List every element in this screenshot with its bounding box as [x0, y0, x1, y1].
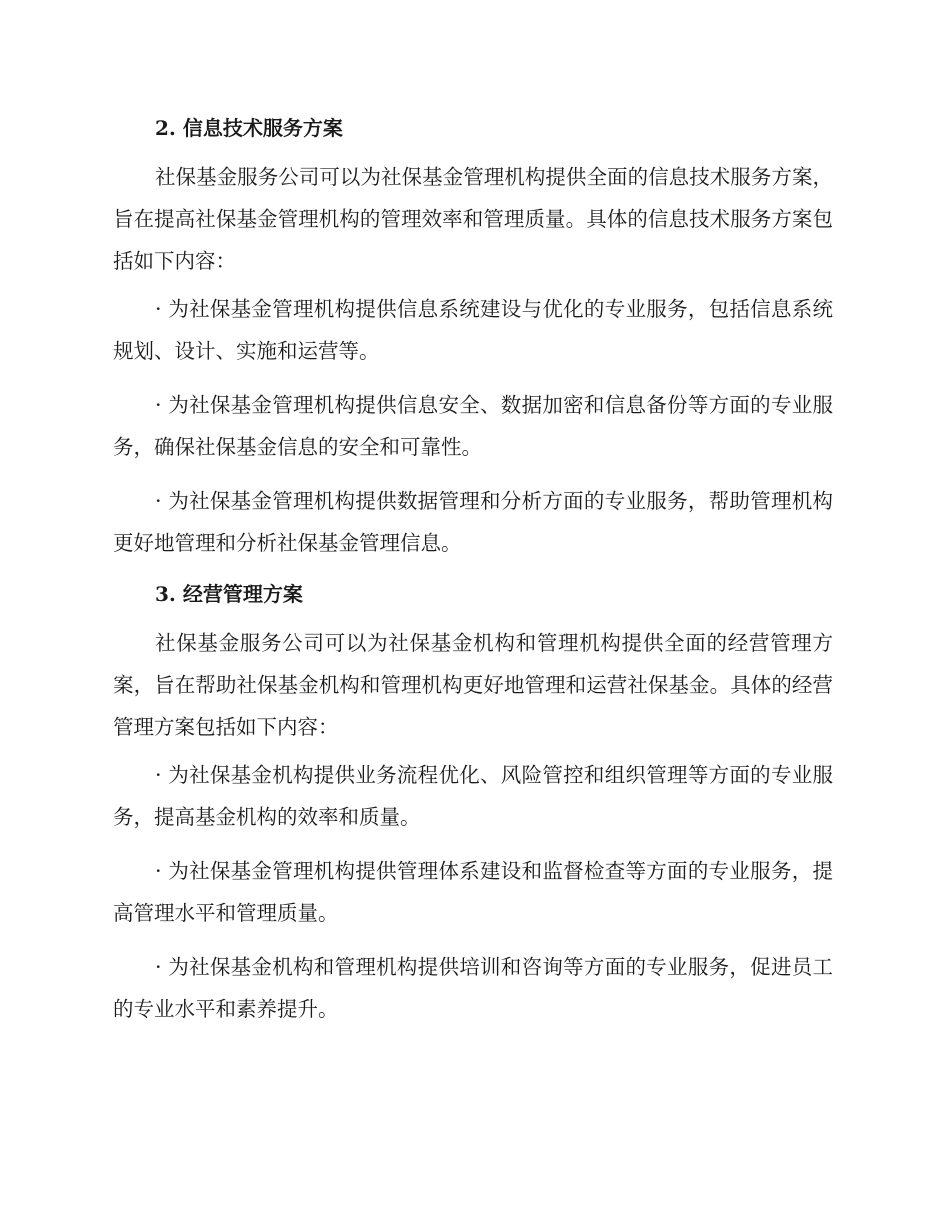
section-heading-operations: 3. 经营管理方案: [155, 582, 303, 606]
section-intro-operations: 社保基金服务公司可以为社保基金机构和管理机构提供全面的经营管理方案，旨在帮助社保基金机构和管理机构更好地管理和运营社保基金。具体的经营管理方案包括如下内容：: [113, 631, 833, 739]
section-heading-it-services: 2. 信息技术服务方案: [155, 116, 343, 140]
section-intro-it-services: 社保基金服务公司可以为社保基金管理机构提供全面的信息技术服务方案，旨在提高社保基金管理机构的管理效率和管理质量。具体的信息技术服务方案包括如下内容：: [113, 165, 833, 273]
document-body: [113, 110, 833, 1042]
bullet-item: · 为社保基金管理机构提供管理体系建设和监督检查等方面的专业服务，提高管理水平和管理质量。: [113, 859, 833, 925]
bullet-item: · 为社保基金管理机构提供数据管理和分析方面的专业服务，帮助管理机构更好地管理和分析社保基金管理信息。: [113, 489, 833, 555]
bullet-item: · 为社保基金机构提供业务流程优化、风险管控和组织管理等方面的专业服务，提高基金机构的效率和质量。: [113, 763, 833, 829]
bullet-item: · 为社保基金机构和管理机构提供培训和咨询等方面的专业服务，促进员工的专业水平和素养提升。: [113, 955, 833, 1021]
bullet-item: · 为社保基金管理机构提供信息系统建设与优化的专业服务，包括信息系统规划、设计、实施和运营等。: [113, 297, 833, 363]
bullet-item: · 为社保基金管理机构提供信息安全、数据加密和信息备份等方面的专业服务，确保社保基金信息的安全和可靠性。: [113, 393, 833, 459]
